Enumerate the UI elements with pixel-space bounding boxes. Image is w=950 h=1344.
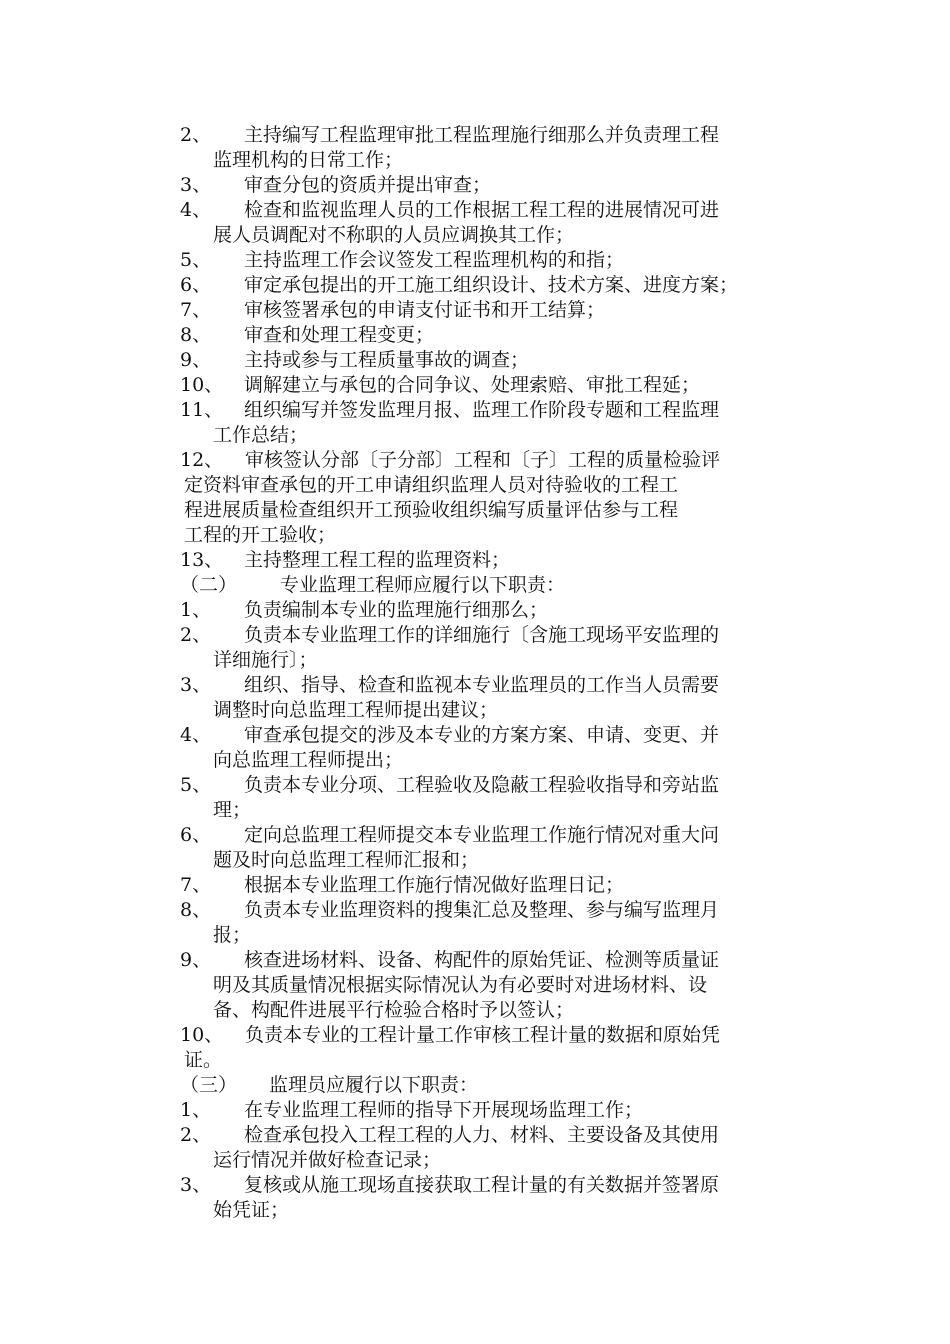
item-text: 审核签署承包的申请支付证书和开工结算； [244, 299, 606, 321]
list-item [180, 273, 820, 298]
item-text: 审查分包的资质并提出审查； [244, 174, 492, 196]
list-item [180, 248, 820, 273]
item-number: 10、 [180, 374, 224, 396]
item-number: 6、 [180, 824, 212, 846]
section-heading [180, 573, 820, 598]
item-text: 主持编写工程监理审批工程监理施行细那么并负责理工程 [244, 124, 720, 146]
item-text: 负责编制本专业的监理施行细那么； [244, 599, 549, 621]
item-text: 在专业监理工程师的指导下开展现场监理工作； [244, 1099, 644, 1121]
item-text: 主持整理工程工程的监理资料； [244, 549, 511, 571]
item-text: 审查和处理工程变更； [244, 324, 435, 346]
item-text: 负责本专业分项、工程验收及隐蔽工程验收指导和旁站监 [244, 774, 720, 796]
list-item [180, 348, 820, 373]
item-number: 5、 [180, 249, 212, 271]
item-number: 13、 [180, 549, 224, 571]
item-number: 2、 [180, 124, 212, 146]
list-item [180, 873, 820, 898]
item-text: 复核或从施工现场直接获取工程计量的有关数据并签署原 [244, 1174, 720, 1196]
item-number: 1、 [180, 599, 212, 621]
list-item [180, 623, 820, 673]
list-item [180, 948, 820, 1023]
item-text: 负责本专业监理工作的详细施行〔含施工现场平安监理的 [244, 624, 720, 646]
item-number: 1、 [180, 1099, 212, 1121]
item-number: 8、 [180, 324, 212, 346]
section-number: （三） [180, 1074, 238, 1096]
list-item [180, 898, 820, 948]
item-number: 10、 [180, 1024, 224, 1046]
item-text: 负责本专业监理资料的搜集汇总及整理、参与编写监理月 [244, 899, 720, 921]
list-item [180, 123, 820, 173]
item-number: 7、 [180, 299, 212, 321]
section-title: 专业监理工程师应履行以下职责： [280, 574, 566, 596]
item-number: 3、 [180, 1174, 212, 1196]
item-number: 11、 [180, 399, 224, 421]
item-number: 6、 [180, 274, 212, 296]
item-number: 12、 [180, 449, 224, 471]
item-text: 组织、指导、检查和监视本专业监理员的工作当人员需要 [244, 674, 720, 696]
item-text-continued: 向总监理工程师提出； [213, 749, 404, 771]
item-text-continued: 运行情况并做好检查记录； [213, 1149, 442, 1171]
item-text: 主持监理工作会议签发工程监理机构的和指； [244, 249, 625, 271]
item-number: 2、 [180, 1124, 212, 1146]
item-text: 审定承包提出的开工施工组织设计、技术方案、进度方案； [244, 274, 739, 296]
item-number: 8、 [180, 899, 212, 921]
item-text-continued: 题及时向总监理工程师汇报和； [213, 849, 480, 871]
item-text: 核查进场材料、设备、构配件的原始凭证、检测等质量证 [244, 949, 720, 971]
item-text-continued: 明及其质量情况根据实际情况认为有必要时对进场材料、设 [213, 974, 708, 996]
item-text-continued: 程进展质量检查组织开工预验收组织编写质量评估参与工程 [184, 499, 679, 521]
item-number: 9、 [180, 349, 212, 371]
list-item [180, 548, 820, 573]
list-item [180, 773, 820, 823]
section-number: （二） [180, 574, 238, 596]
list-item [180, 823, 820, 873]
item-text-continued: 工作总结； [213, 424, 309, 446]
item-text-continued: 始凭证； [213, 1199, 290, 1221]
list-item [180, 1023, 820, 1073]
list-item [180, 298, 820, 323]
item-number: 3、 [180, 174, 212, 196]
list-item [180, 673, 820, 723]
section-heading [180, 1073, 820, 1098]
item-text: 组织编写并签发监理月报、监理工作阶段专题和工程监理 [244, 399, 720, 421]
item-number: 3、 [180, 674, 212, 696]
list-item [180, 198, 820, 248]
item-text: 负责本专业的工程计量工作审核工程计量的数据和原始凭 [245, 1024, 721, 1046]
item-text-continued: 报； [213, 924, 252, 946]
item-text-continued: 详细施行〕； [213, 649, 318, 671]
item-text-continued: 证。 [184, 1049, 223, 1071]
item-text: 主持或参与工程质量事故的调查； [244, 349, 530, 371]
item-text-continued: 监理机构的日常工作； [213, 149, 404, 171]
item-text: 审核签认分部〔子分部〕工程和〔子〕工程的质量检验评 [245, 449, 721, 471]
item-text-continued: 工程的开工验收； [184, 524, 337, 546]
list-item [180, 1173, 820, 1223]
list-item [180, 448, 820, 548]
list-item [180, 373, 820, 398]
item-text: 检查和监视监理人员的工作根据工程工程的进展情况可进 [244, 199, 720, 221]
item-text-continued: 调整时向总监理工程师提出建议； [213, 699, 499, 721]
item-text: 调解建立与承包的合同争议、处理索赔、审批工程延； [244, 374, 701, 396]
list-item [180, 398, 820, 448]
list-item [180, 1098, 820, 1123]
item-number: 9、 [180, 949, 212, 971]
list-item [180, 598, 820, 623]
item-text: 检查承包投入工程工程的人力、材料、主要设备及其使用 [244, 1124, 720, 1146]
document-body [180, 123, 820, 1223]
item-text: 定向总监理工程师提交本专业监理工作施行情况对重大问 [244, 824, 720, 846]
item-number: 2、 [180, 624, 212, 646]
list-item [180, 323, 820, 348]
section-title: 监理员应履行以下职责： [269, 1074, 479, 1096]
item-text-continued: 定资料审查承包的开工申请组织监理人员对待验收的工程工 [184, 474, 679, 496]
item-text-continued: 理； [213, 799, 252, 821]
list-item [180, 1123, 820, 1173]
item-text: 根据本专业监理工作施行情况做好监理日记； [244, 874, 625, 896]
item-number: 5、 [180, 774, 212, 796]
list-item [180, 723, 820, 773]
item-number: 4、 [180, 199, 212, 221]
item-text-continued: 展人员调配对不称职的人员应调换其工作； [213, 224, 575, 246]
item-number: 4、 [180, 724, 212, 746]
item-text: 审查承包提交的涉及本专业的方案方案、申请、变更、并 [244, 724, 720, 746]
list-item [180, 173, 820, 198]
item-text-continued: 备、构配件进展平行检验合格时予以签认； [213, 999, 575, 1021]
item-number: 7、 [180, 874, 212, 896]
